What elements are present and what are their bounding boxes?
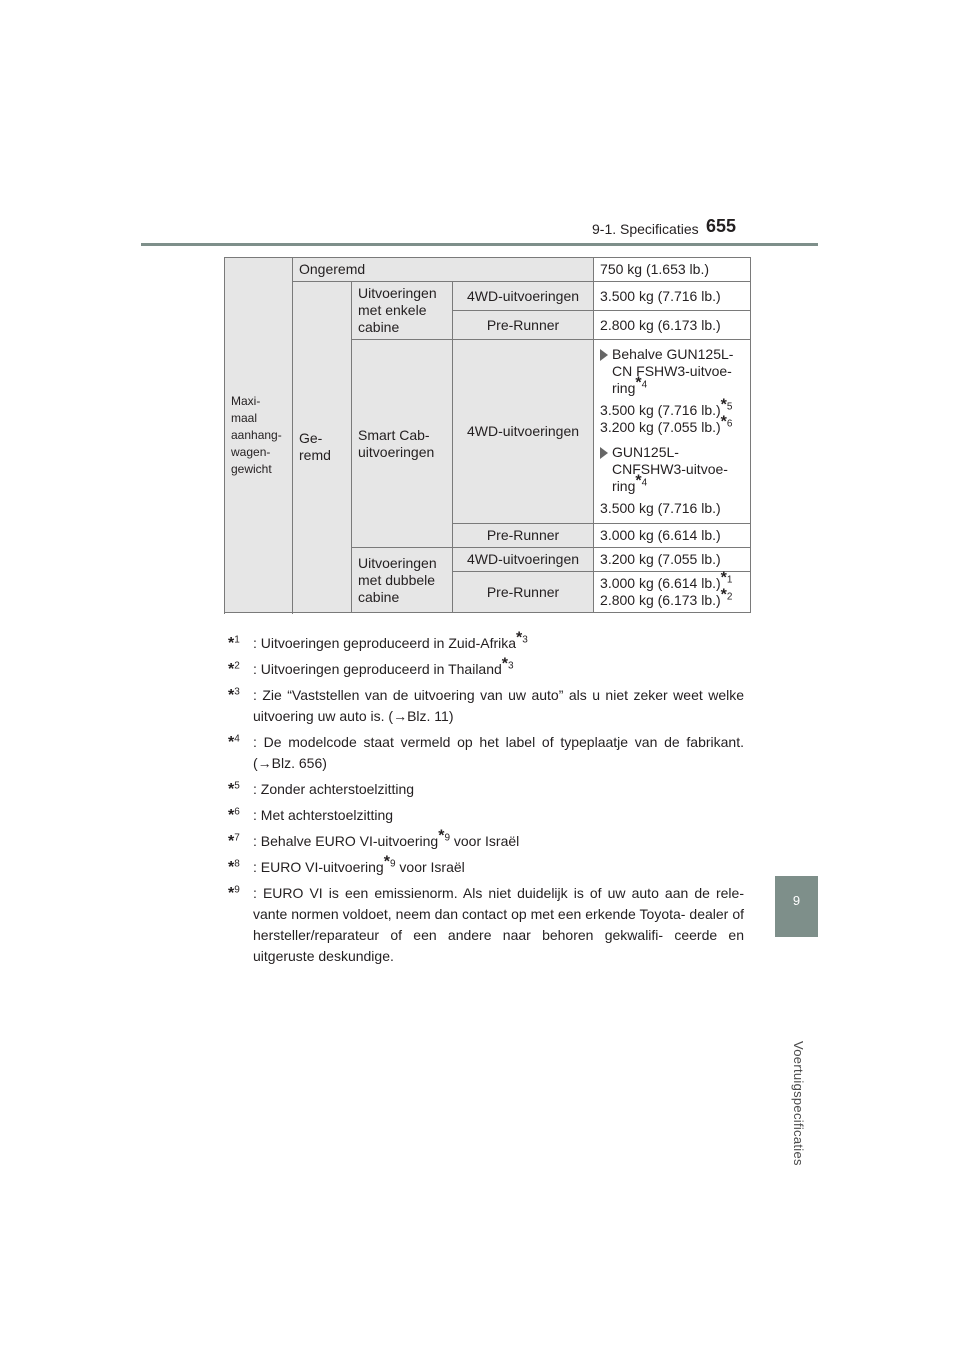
section-title: 9-1. Specificaties — [592, 221, 699, 237]
smart-cab-4wd-type: 4WD-uitvoeringen — [453, 340, 594, 524]
footnote-ref: 4 — [641, 379, 648, 391]
unbraked-label: Ongeremd — [293, 258, 594, 282]
chapter-tab[interactable]: 9 — [775, 876, 818, 937]
single-cab-4wd-value: 3.500 kg (7.716 lb.) — [594, 282, 751, 311]
double-cab-4wd-type: 4WD-uitvoeringen — [453, 548, 594, 572]
smart-cab-label: Smart Cab- uitvoeringen — [352, 340, 453, 548]
variant-label: Behalve GUN125L- CN FSHW3-uitvoe- ring — [612, 346, 734, 396]
footnote: *$^9$ : EURO VI is een emissienorm. Als niet duidelijk is of uw auto aan de rele- vante normen voldoet, neem dan contact op met een erkende Toyota- dealer of hersteller/reparateur of een andere naar behoren gekwalifi- ceerde en uitgeruste deskundige. — [228, 884, 744, 964]
trailer-weight-table — [224, 257, 751, 613]
footnote: *$^6$ : Met achterstoelzitting — [228, 806, 394, 824]
weight-value: 3.200 kg (7.055 lb.) — [600, 419, 721, 435]
chapter-label: Voertuigspecificaties — [791, 1041, 806, 1166]
single-cab-prerunner-value: 2.800 kg (6.173 lb.) — [594, 311, 751, 340]
list-item: Behalve GUN125L- CN FSHW3-uitvoe- ring$^{*4}$ — [600, 346, 744, 397]
double-cab-prerunner-type: Pre-Runner — [453, 572, 594, 613]
double-cab-prerunner-value: 3.000 kg (6.614 lb.)$^{*1}$ 2.800 kg (6.173 lb.)$^{*2}$ — [594, 572, 751, 613]
footnote-ref: 4 — [641, 477, 648, 489]
footnote: *$^8$ : EURO VI-uitvoering$^{*9}$ voor Israël — [228, 853, 465, 876]
double-cab-label: Uitvoeringen met dubbele cabine — [352, 548, 453, 613]
unbraked-value: 750 kg (1.653 lb.) — [594, 258, 751, 282]
max-trailer-weight-label: Maxi- maal aanhang- wagen- gewicht — [225, 258, 293, 613]
footnote: *$^2$ : Uitvoeringen geproduceerd in Thailand$^{*3}$ — [228, 655, 514, 678]
footnote-ref: 2 — [726, 591, 733, 603]
list-item: GUN125L- CNFSHW3-uitvoe- ring$^{*4}$ — [600, 444, 744, 495]
arrow-right-icon — [600, 447, 608, 459]
footnote: *$^5$ : Zonder achterstoelzitting — [228, 780, 415, 798]
page-number: 655 — [706, 216, 737, 236]
footnotes — [228, 629, 744, 972]
footnote-ref: 6 — [726, 418, 733, 430]
single-cab-label: Uitvoeringen met enkele cabine — [352, 282, 453, 340]
single-cab-prerunner-type: Pre-Runner — [453, 311, 594, 340]
variant-label: GUN125L- CNFSHW3-uitvoe- ring — [612, 444, 728, 494]
smart-cab-prerunner-value: 3.000 kg (6.614 lb.) — [594, 524, 751, 548]
table-row — [225, 258, 751, 282]
footnote-ref: 1 — [726, 574, 733, 586]
table-row — [225, 282, 751, 311]
footnote: *$^4$ : De modelcode staat vermeld op het label of typeplaatje van de fabrikant. (→Blz. 656) — [228, 733, 744, 771]
arrow-right-icon — [600, 349, 608, 361]
smart-cab-prerunner-type: Pre-Runner — [453, 524, 594, 548]
footnote: *$^3$ : Zie “Vaststellen van de uitvoering van uw auto” als u niet zeker weet welke uitvoering uw auto is. (→Blz. 11) — [228, 686, 744, 724]
braked-label: Ge- remd — [293, 282, 352, 613]
weight-value: 3.500 kg (7.716 lb.) — [600, 500, 721, 516]
smart-cab-4wd-values: Behalve GUN125L- CN FSHW3-uitvoe- ring$^{*4}$ 3.500 kg (7.716 lb.)$^{*5}$ 3.200 kg (7.055 lb.)$^{*6}$ GUN125L- CNFSHW3-uitvoe- ring$^{*4}$ 3.500 kg (7.716 lb.) — [594, 340, 751, 524]
single-cab-4wd-type: 4WD-uitvoeringen — [453, 282, 594, 311]
footnote: *$^7$ : Behalve EURO VI-uitvoering$^{*9}$ voor Israël — [228, 827, 520, 850]
header-divider — [141, 243, 818, 246]
weight-value: 3.500 kg (7.716 lb.) — [600, 402, 721, 418]
weight-value: 3.000 kg (6.614 lb.) — [600, 575, 721, 591]
footnote-ref: 5 — [726, 401, 733, 413]
double-cab-4wd-value: 3.200 kg (7.055 lb.) — [594, 548, 751, 572]
footnote: *$^1$ : Uitvoeringen geproduceerd in Zuid-Afrika$^{*3}$ — [228, 629, 528, 652]
weight-value: 2.800 kg (6.173 lb.) — [600, 592, 721, 608]
